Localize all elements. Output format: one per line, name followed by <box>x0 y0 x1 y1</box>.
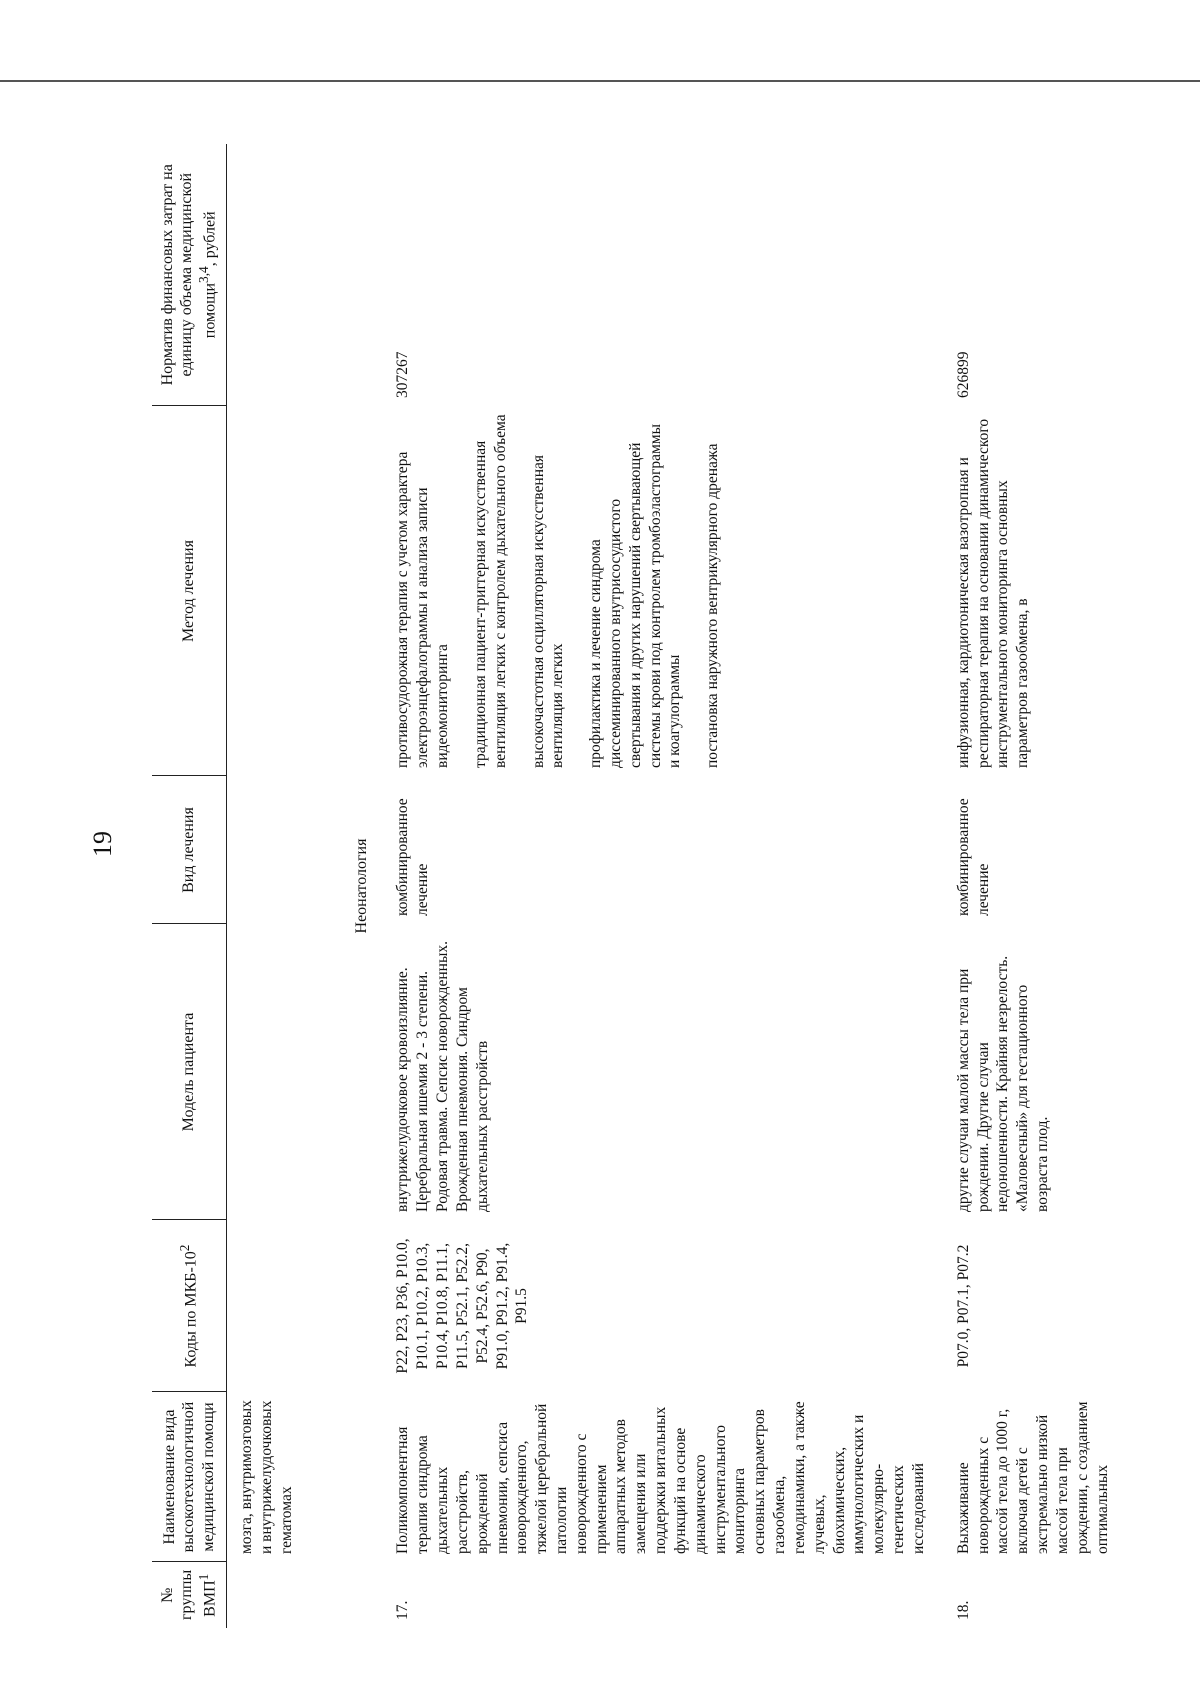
continuation-row <box>226 144 332 1628</box>
row-number: 18. <box>954 1600 972 1620</box>
header-patient-model: Модель пациента <box>152 924 226 1220</box>
method-item: противосудорожная терапия с учетом характера электроэнцефалограммы и анализа записи видеомониторинга <box>394 451 452 768</box>
section-row <box>332 144 390 1628</box>
header-treatment-method: Метод лечения <box>152 406 226 776</box>
table-row <box>932 144 1116 1628</box>
method-item: постановка наружного вентрикулярного дренажа <box>704 443 722 768</box>
method-item: инфузионная, кардиотоническая вазотропная и респираторная терапия на основании динамического инструментального мониторинга основных параметров газообмена, в <box>954 418 1032 768</box>
row-patient-model: другие случаи малой массы тела при рождении. Другие случаи недоношенности. Крайняя незрелость. «Маловесный» для гестационного возраста плод. <box>954 955 1052 1212</box>
row-patient-model: внутрижелудочковое кровоизлияние. Церебральная ишемия 2 - 3 степени. Родовая травма. Сепсис новорожденных. Врожденная пневмония. Синдром дыхательных расстройств <box>394 940 491 1212</box>
header-norm: Норматив финансовых затрат на единицу объема медицинской помощи$^{3,4}$, рублей <box>152 144 226 406</box>
row-codes: P07.0, P07.1, P07.2 <box>954 1244 972 1368</box>
method-item: традиционная пациент-триггерная искусственная вентиляция легких с контролем дыхательного объема <box>471 414 509 768</box>
header-name: Наименование вида высокотехнологичной медицинской помощи <box>152 1392 226 1562</box>
method-item: профилактика и лечение синдрома диссеминированного внутрисосудистого свертывания и других нарушений свертывающей системы крови под контролем тромбоэластограммы и коагулограммы <box>587 423 684 768</box>
row-codes: P22, P23, P36, P10.0, P10.1, P10.2, P10.3, P10.4, P10.8, P11.1, P11.5, P52.1, P52.2, P52.4, P52.6, P90, P91.0, P91.2, P91.4, P91.5 <box>394 1238 531 1374</box>
method-item: высокочастотная осцилляторная искусственная вентиляция легких <box>529 454 567 768</box>
header-row <box>152 144 226 1628</box>
row-name: Поликомпонентная терапия синдрома дыхательных расстройств, врожденной пневмонии, сепсиса новорожденного, тяжелой церебральной патологии новорожденного с применением аппаратных методов замещения или поддержки витальных функций на основе динамического инструментального мониторинга основных параметров газообмена, гемодинамики, а также лучевых, биохимических, иммунологических и молекулярно-генетических исследований <box>394 1401 927 1554</box>
row-treatment-methods <box>932 406 1116 776</box>
row-norm: 626899 <box>954 351 972 398</box>
row-name: Выхаживание новорожденных с массой тела до 1000 г, включая детей с экстремально низкой массой тела при рождении, с созданием оптимальных <box>954 1401 1111 1554</box>
header-group-no: № группы ВМП$^1$ <box>152 1562 226 1628</box>
row-number: 17. <box>394 1600 412 1620</box>
page-number: 19 <box>88 831 117 857</box>
continuation-name: мозга, внутримозговых и внутрижелудочковых гематомах <box>237 1400 295 1554</box>
section-title: Неонатология <box>352 838 370 934</box>
row-treatment-type: комбинированное лечение <box>394 798 432 916</box>
header-treatment-type: Вид лечения <box>152 776 226 924</box>
row-treatment-methods <box>390 406 931 776</box>
vmp-table <box>152 144 1115 1628</box>
table-row <box>390 144 931 1628</box>
row-norm: 307267 <box>394 351 412 398</box>
page-edge-rule <box>0 80 1200 82</box>
row-treatment-type: комбинированное лечение <box>954 798 992 916</box>
header-codes: Коды по МКБ-$10^2$ <box>152 1220 226 1392</box>
